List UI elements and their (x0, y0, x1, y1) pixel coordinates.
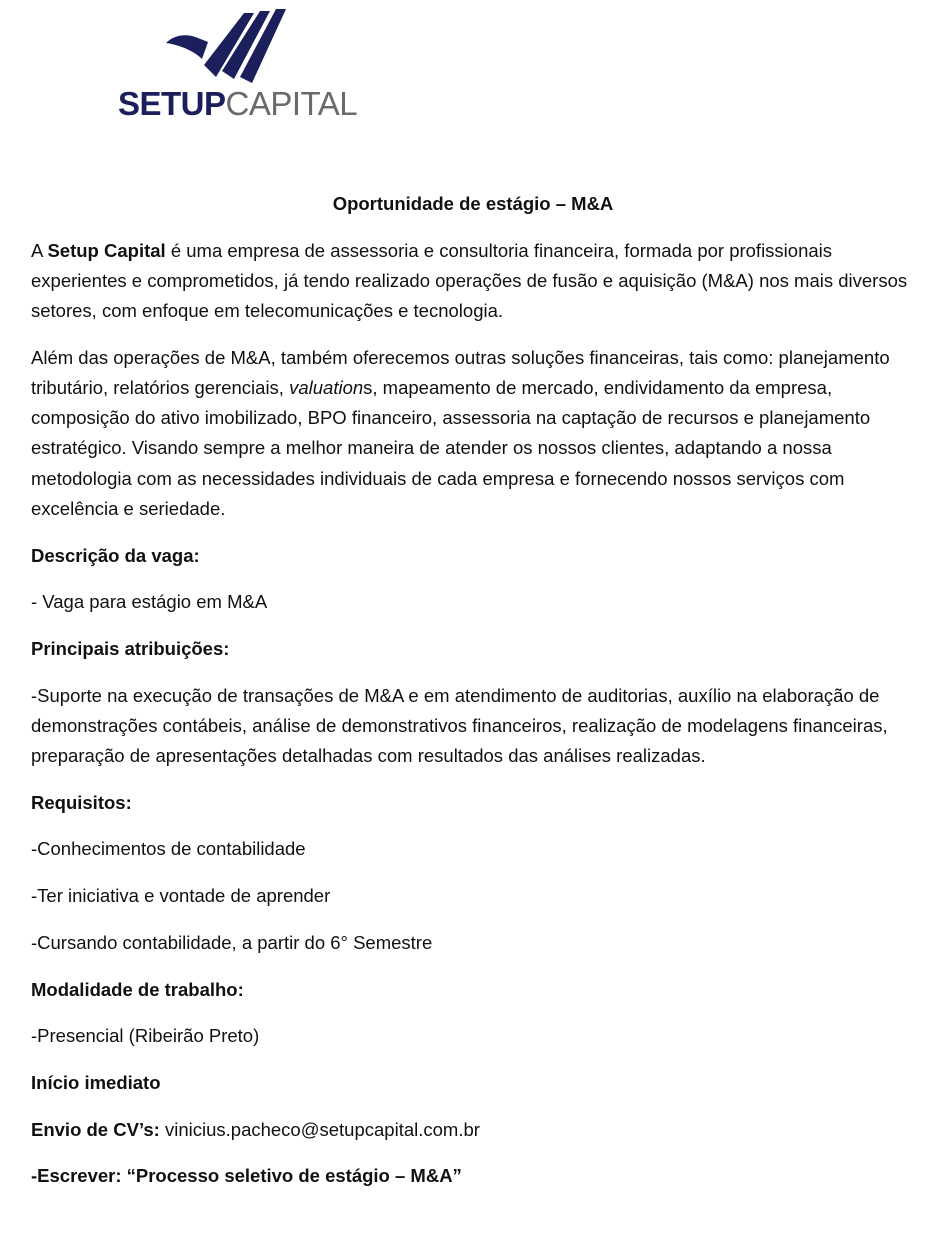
intro-paragraph (31, 236, 915, 327)
intro-text: é uma empresa de assessoria e consultoria financeira, formada por profissionais experientes e comprometidos, já tendo realizado operações de fusão e aquisição (M&A) nos mais diversos setores, com enfoque em telecomunicações e tecnologia. (31, 239, 908, 322)
requirement-item: -Ter iniciativa e vontade de aprender (31, 885, 331, 907)
modality-item: -Presencial (Ribeirão Preto) (31, 1025, 260, 1047)
requirement-item: -Conhecimentos de contabilidade (31, 838, 306, 860)
page-title: Oportunidade de estágio – M&A (332, 193, 614, 214)
description-item: - Vaga para estágio em M&A (31, 591, 268, 613)
cv-label: Envio de CV’s: (31, 1118, 160, 1140)
logo-wordmark (118, 87, 357, 120)
modality-heading: Modalidade de trabalho: (31, 978, 244, 1000)
services-italic: valuation (289, 377, 364, 399)
requirement-item: -Cursando contabilidade, a partir do 6° Semestre (31, 931, 433, 953)
subject-instruction: -Escrever: “Processo seletivo de estágio – M&A” (31, 1165, 462, 1187)
services-part2: s, mapeamento de mercado, endividamento da empresa, composição do ativo imobilizado, BPO financeiro, assessoria na captação de recursos e planejamento estratégico. Visando sempre a melhor maneira de atender os nossos clientes, adaptando a nossa metodologia com as necessidades individuais de cada empresa e fornecendo nossos serviços com excelência e seriedade. (31, 377, 871, 519)
cv-line (31, 1115, 915, 1145)
start-notice: Início imediato (31, 1071, 161, 1093)
company-logo (118, 5, 358, 120)
company-name: Setup Capital (47, 239, 166, 261)
logo-word-capital: CAPITAL (225, 85, 358, 122)
cv-email: vinicius.pacheco@setupcapital.com.br (159, 1118, 480, 1140)
duties-paragraph: -Suporte na execução de transações de M&A e em atendimento de auditorias, auxílio na elaboração de demonstrações contábeis, análise de demonstrativos financeiros, realização de modelagens financeiras, preparação de apresentações detalhadas com resultados das análises realizadas. (31, 684, 888, 767)
description-heading: Descrição da vaga: (31, 544, 200, 566)
intro-prefix: A (31, 239, 48, 261)
eagle-wing-icon (164, 5, 290, 85)
document-body (31, 189, 915, 1208)
requirements-heading: Requisitos: (31, 791, 132, 813)
services-part1: Além das operações de M&A, também oferecemos outras soluções financeiras, tais como: planejamento tributário, relatórios gerenciais, (31, 346, 890, 399)
services-paragraph (31, 343, 915, 524)
logo-word-setup: SETUP (118, 85, 226, 122)
duties-heading: Principais atribuições: (31, 637, 230, 659)
